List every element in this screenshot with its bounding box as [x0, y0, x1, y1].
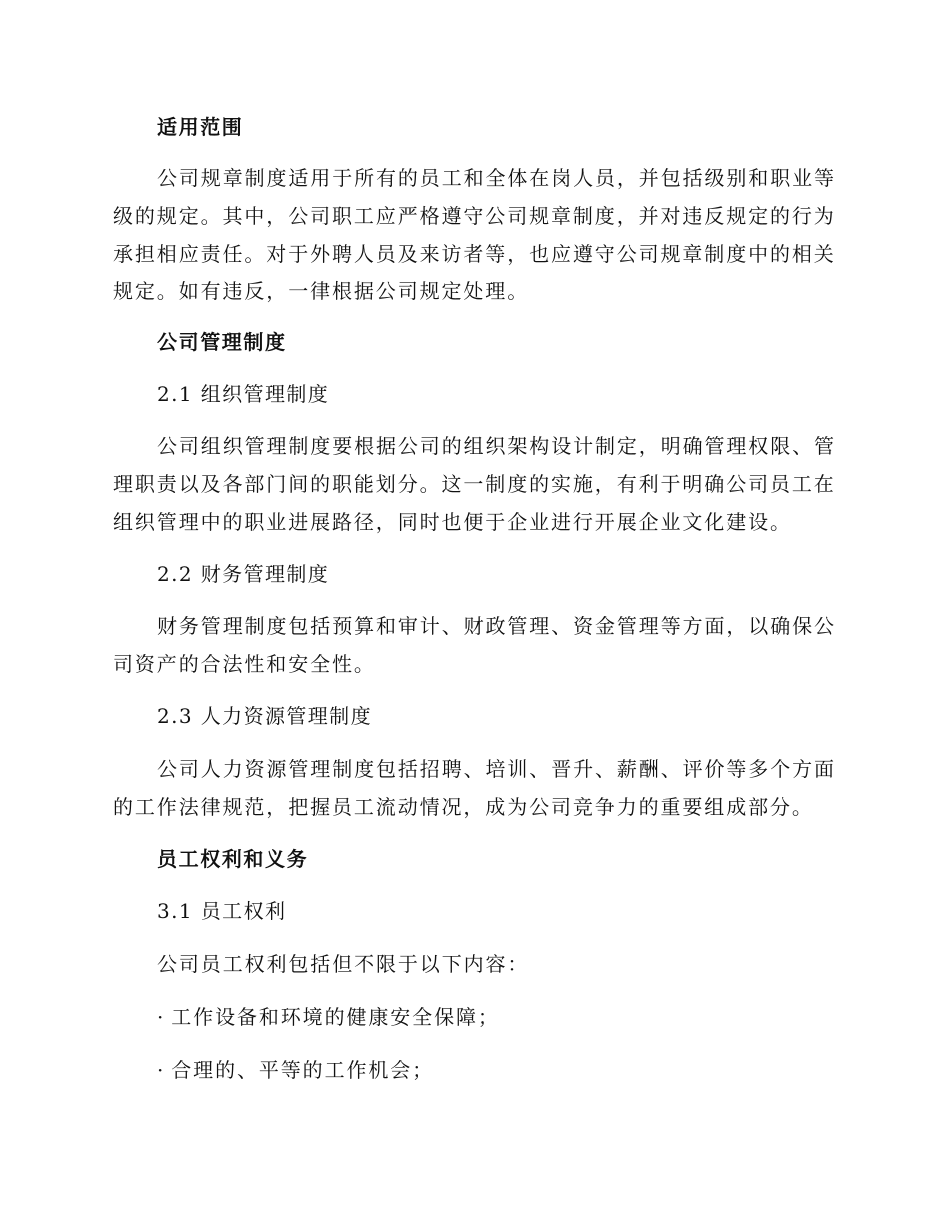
- list-item-text: 合理的、平等的工作机会；: [171, 1058, 435, 1082]
- list-item-text: 工作设备和环境的健康安全保障；: [171, 1005, 500, 1029]
- paragraph-line: 级的规定。其中，公司职工应严格遵守公司规章制度，并对违反规定的行为: [113, 204, 836, 228]
- paragraph-line: 规定。如有违反，一律根据公司规定处理。: [113, 279, 530, 303]
- section-heading-management: 公司管理制度: [157, 330, 287, 354]
- paragraph-line: 理职责以及各部门间的职能划分。这一制度的实施，有利于明确公司员工在: [113, 472, 836, 496]
- paragraph-line: 公司组织管理制度要根据公司的组织架构设计制定，明确管理权限、管: [157, 434, 836, 458]
- paragraph-line: 公司人力资源管理制度包括招聘、培训、晋升、薪酬、评价等多个方面: [157, 757, 836, 781]
- subsection-title-rights: 3.1 员工权利: [157, 899, 287, 923]
- paragraph-line: 组织管理中的职业进展路径，同时也便于企业进行开展企业文化建设。: [113, 510, 792, 534]
- rights-intro: 公司员工权利包括但不限于以下内容：: [157, 952, 530, 976]
- paragraph-line: 财务管理制度包括预算和审计、财政管理、资金管理等方面，以确保公: [157, 614, 836, 638]
- bullet-icon: ·: [157, 1058, 166, 1082]
- subsection-title-hr: 2.3 人力资源管理制度: [157, 704, 372, 728]
- section-heading-scope: 适用范围: [157, 115, 244, 139]
- bullet-icon: ·: [157, 1005, 166, 1029]
- list-item: [157, 1002, 833, 1032]
- section-heading-rights: 员工权利和义务: [157, 847, 309, 871]
- subsection-title-finance: 2.2 财务管理制度: [157, 562, 330, 586]
- subsection-title-org: 2.1 组织管理制度: [157, 382, 330, 406]
- paragraph-line: 承担相应责任。对于外聘人员及来访者等，也应遵守公司规章制度中的相关: [113, 242, 836, 266]
- paragraph-line: 司资产的合法性和安全性。: [113, 652, 376, 676]
- paragraph-line: 公司规章制度适用于所有的员工和全体在岗人员，并包括级别和职业等: [157, 166, 836, 190]
- paragraph-line: 的工作法律规范，把握员工流动情况，成为公司竞争力的重要组成部分。: [113, 795, 814, 819]
- list-item: [157, 1055, 833, 1085]
